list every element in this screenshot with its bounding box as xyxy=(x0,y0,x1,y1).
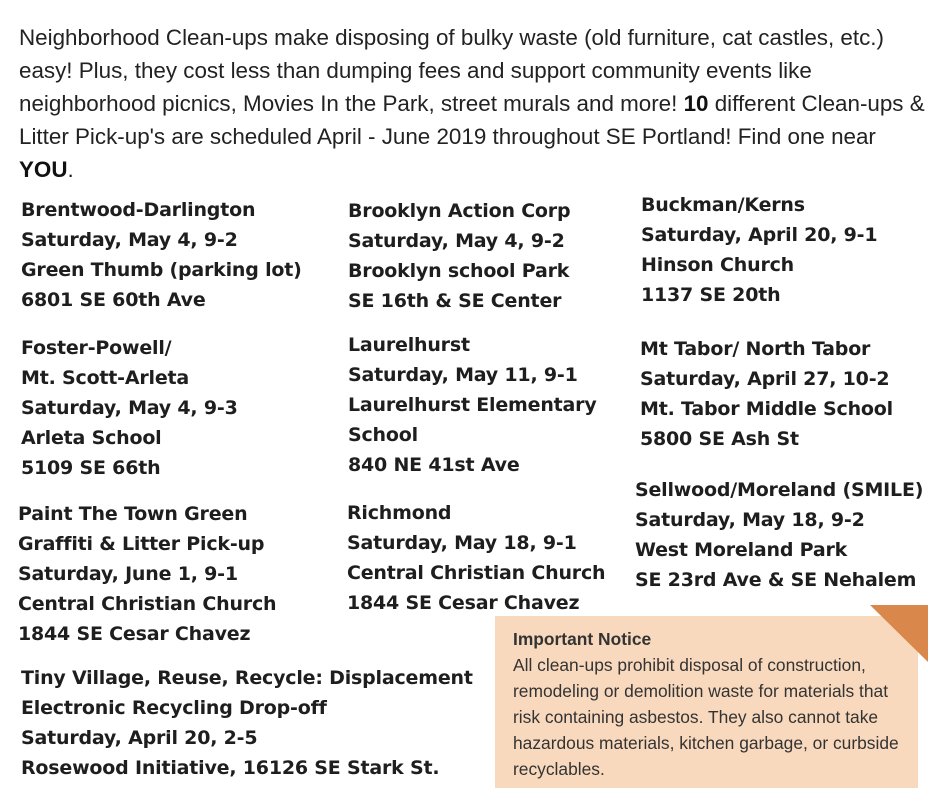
event-foster-powell xyxy=(21,333,238,483)
event-name-cont: Mt. Scott-Arleta xyxy=(21,367,190,389)
intro-paragraph xyxy=(19,21,934,186)
event-address: 840 NE 41st Ave xyxy=(348,454,520,476)
event-mt-tabor xyxy=(640,334,893,454)
event-date: Saturday, May 18, 9-2 xyxy=(635,509,865,531)
event-name: Brentwood-Darlington xyxy=(21,199,256,221)
event-location: Central Christian Church xyxy=(347,562,606,584)
event-name: Sellwood/Moreland (SMILE) xyxy=(635,479,924,501)
event-location: Rosewood Initiative, 16126 SE Stark St. xyxy=(21,757,440,779)
event-date: Saturday, April 20, 2-5 xyxy=(21,727,258,749)
event-address: SE 23rd Ave & SE Nehalem xyxy=(635,569,917,591)
event-buckman-kerns xyxy=(641,190,877,310)
notice-title: Important Notice xyxy=(513,629,652,649)
event-location: Central Christian Church xyxy=(18,593,277,615)
event-date: Saturday, April 20, 9-1 xyxy=(641,224,878,246)
event-tiny-village xyxy=(21,663,473,783)
event-name: Foster-Powell/ xyxy=(21,337,172,359)
event-name: Brooklyn Action Corp xyxy=(348,200,571,222)
event-laurelhurst xyxy=(348,330,597,480)
event-name: Mt Tabor/ North Tabor xyxy=(640,338,871,360)
event-name: Tiny Village, Reuse, Recycle: Displacement xyxy=(21,667,473,689)
event-brooklyn xyxy=(348,196,570,316)
event-sellwood-moreland xyxy=(635,475,923,595)
event-address: 1137 SE 20th xyxy=(641,284,781,306)
event-date: Saturday, May 18, 9-1 xyxy=(347,532,577,554)
event-address: 1844 SE Cesar Chavez xyxy=(18,623,251,645)
intro-text-3: . xyxy=(67,157,74,182)
event-address: 5800 SE Ash St xyxy=(640,428,799,450)
event-richmond xyxy=(347,498,605,618)
intro-text-2: different Clean-ups & Litter Pick-up's are scheduled April - June 2019 throughout SE Portland! Find one near xyxy=(19,91,925,149)
important-notice-box xyxy=(495,616,918,788)
intro-count: 10 xyxy=(683,91,709,116)
event-location: Green Thumb (parking lot) xyxy=(21,259,302,281)
notice-body: All clean-ups prohibit disposal of construction, remodeling or demolition waste for materials that risk containing asbestos. They also cannot take hazardous materials, kitchen garbage, or curbside recyclables. xyxy=(513,655,899,779)
event-date: Saturday, May 4, 9-2 xyxy=(348,230,565,252)
event-date: Saturday, April 27, 10-2 xyxy=(640,368,890,390)
event-date: Saturday, May 11, 9-1 xyxy=(348,364,578,386)
event-address: 6801 SE 60th Ave xyxy=(21,289,206,311)
event-location: Brooklyn school Park xyxy=(348,260,570,282)
event-brentwood-darlington xyxy=(21,195,302,315)
event-name: Paint The Town Green xyxy=(18,503,248,525)
event-location-cont: School xyxy=(348,424,418,446)
event-location: West Moreland Park xyxy=(635,539,848,561)
event-address: 5109 SE 66th xyxy=(21,457,161,479)
event-date: Saturday, May 4, 9-3 xyxy=(21,397,238,419)
event-name: Laurelhurst xyxy=(348,334,470,356)
event-address: 1844 SE Cesar Chavez xyxy=(347,592,580,614)
event-name: Buckman/Kerns xyxy=(641,194,805,216)
event-date: Saturday, June 1, 9-1 xyxy=(18,563,238,585)
event-subtitle: Electronic Recycling Drop-off xyxy=(21,697,327,719)
event-name: Richmond xyxy=(347,502,452,524)
event-date: Saturday, May 4, 9-2 xyxy=(21,229,238,251)
intro-you: YOU xyxy=(19,157,68,182)
event-location: Mt. Tabor Middle School xyxy=(640,398,893,420)
event-subtitle: Graffiti & Litter Pick-up xyxy=(18,533,265,555)
event-location: Hinson Church xyxy=(641,254,794,276)
event-location: Laurelhurst Elementary xyxy=(348,394,597,416)
event-location: Arleta School xyxy=(21,427,162,449)
intro-text-1: Neighborhood Clean-ups make disposing of bulky waste (old furniture, cat castles, etc.) easy! Plus, they cost less than dumping fees and support community events like neighborhood picnics, Movies In the Park, street murals and more! xyxy=(19,25,884,116)
event-address: SE 16th & SE Center xyxy=(348,290,562,312)
corner-fold-triangle xyxy=(870,605,928,662)
event-paint-the-town-green xyxy=(18,499,276,649)
